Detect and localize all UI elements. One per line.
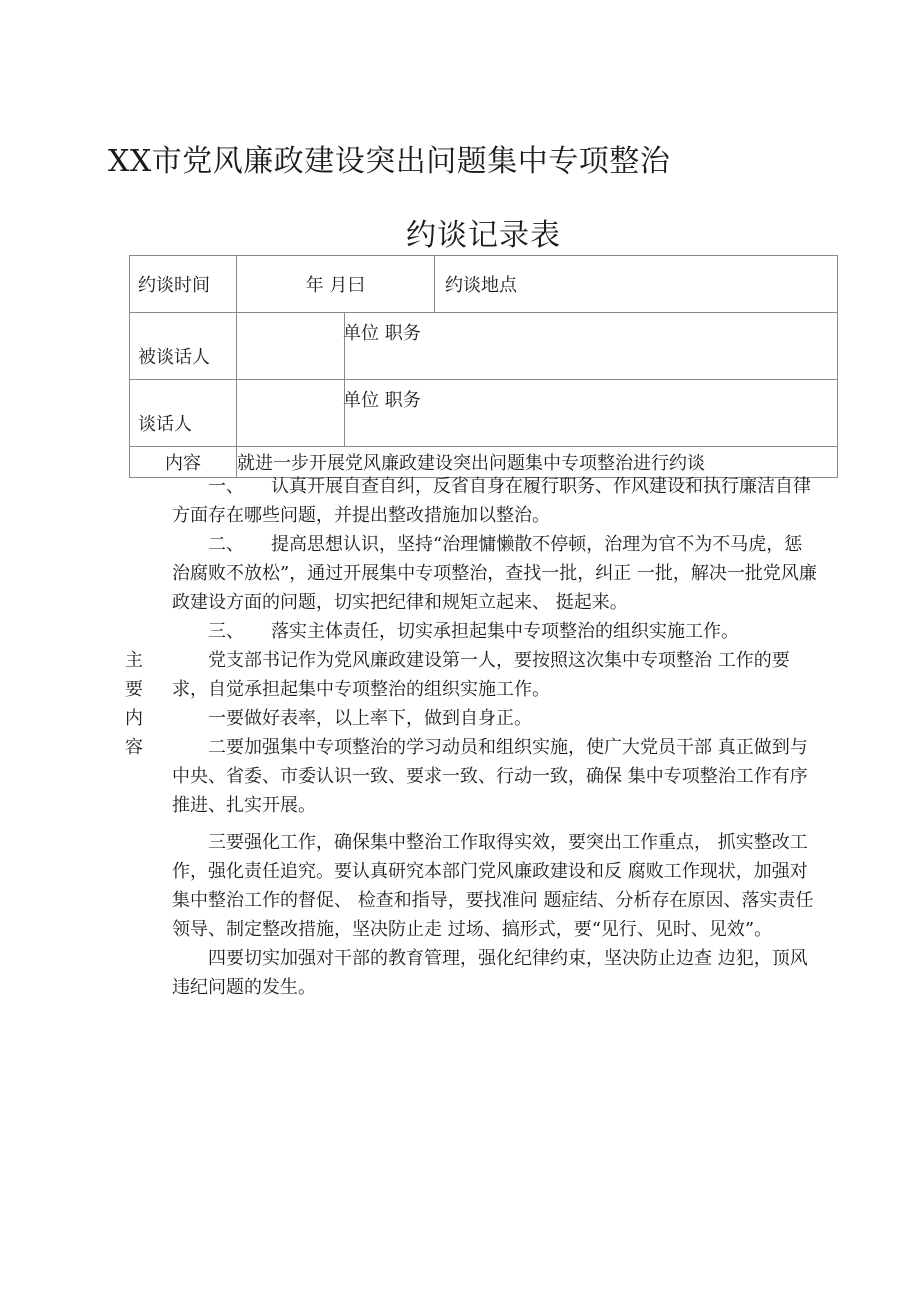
unit-position-label: 单位 职务 xyxy=(343,390,421,411)
interviewer-label: 谈话人 xyxy=(130,380,237,447)
side-char: 容 xyxy=(125,737,143,758)
main-content-body xyxy=(172,472,820,1002)
time-label: 约谈时间 xyxy=(130,256,237,313)
interviewee-label: 被谈话人 xyxy=(130,313,237,380)
content-label: 内容 xyxy=(130,447,237,478)
interviewee-unit-position-cell xyxy=(345,313,838,380)
time-value: 年 月曰 xyxy=(237,256,435,313)
table-row xyxy=(130,256,838,313)
paragraph: 党支部书记作为党风廉政建设第一人，要按照这次集中专项整治 工作的要求，自觉承担起集中专项整治的组织实施工作。 xyxy=(172,650,790,700)
side-char: 内 xyxy=(125,708,143,729)
interview-record-table xyxy=(129,255,838,478)
paragraph: 二要加强集中专项整治的学习动员和组织实施，使广大党员干部 真正做到与中央、省委、市委认识一致、要求一致、行动一致，确保 集中专项整治工作有序推进、扎实开展。 xyxy=(172,737,808,816)
side-char: 要 xyxy=(125,679,143,700)
side-char: 主 xyxy=(125,650,143,671)
interviewee-value-cell xyxy=(237,313,345,380)
paragraph: 三、 落实主体责任，切实承担起集中专项整治的组织实施工作。 xyxy=(208,621,739,642)
paragraph: 四要切实加强对干部的教育管理，强化纪律约束，坚决防止边查 边犯，顶风违纪问题的发生。 xyxy=(172,948,808,998)
content-value: 就进一步开展党风廉政建设突出问题集中专项整治进行约谈 xyxy=(237,447,838,478)
document-title-line-1: XX市党风廉政建设突出问题集中专项整治 xyxy=(108,144,671,179)
place-label: 约谈地点 xyxy=(435,256,838,313)
table-row xyxy=(130,380,838,447)
document-title-line-2: 约谈记录表 xyxy=(406,218,561,253)
unit-position-label: 单位 职务 xyxy=(343,323,421,344)
paragraph: 二、 提高思想认识，坚持“治理慵懒散不停顿，治理为官不为不马虎，惩治腐败不放松”，通过开展集中专项整治，查找一批，纠正 一批，解决一批党风廉政建设方面的问题，切实把纪律和规矩立起来、 挺起来。 xyxy=(172,534,817,613)
table-row xyxy=(130,313,838,380)
interviewer-unit-position-cell xyxy=(345,380,838,447)
paragraph: 一要做好表率，以上率下，做到自身正。 xyxy=(208,708,532,729)
paragraph: 三要强化工作，确保集中整治工作取得实效，要突出工作重点， 抓实整改工作，强化责任追究。要认真研究本部门党风廉政建设和反 腐败工作现状，加强对集中整治工作的督促、 检查和指导，要找准问 题症结、分析存在原因、落实责任领导、制定整改措施，坚决防止走 过场、搞形式，要“见行、见时、见效”。 xyxy=(172,832,814,940)
paragraph: 一、 认真开展自查自纠，反省自身在履行职务、作风建设和执行廉洁自律方面存在哪些问题，并提出整改措施加以整治。 xyxy=(172,476,811,526)
interviewer-value-cell xyxy=(237,380,345,447)
main-content-side-label xyxy=(122,646,146,762)
